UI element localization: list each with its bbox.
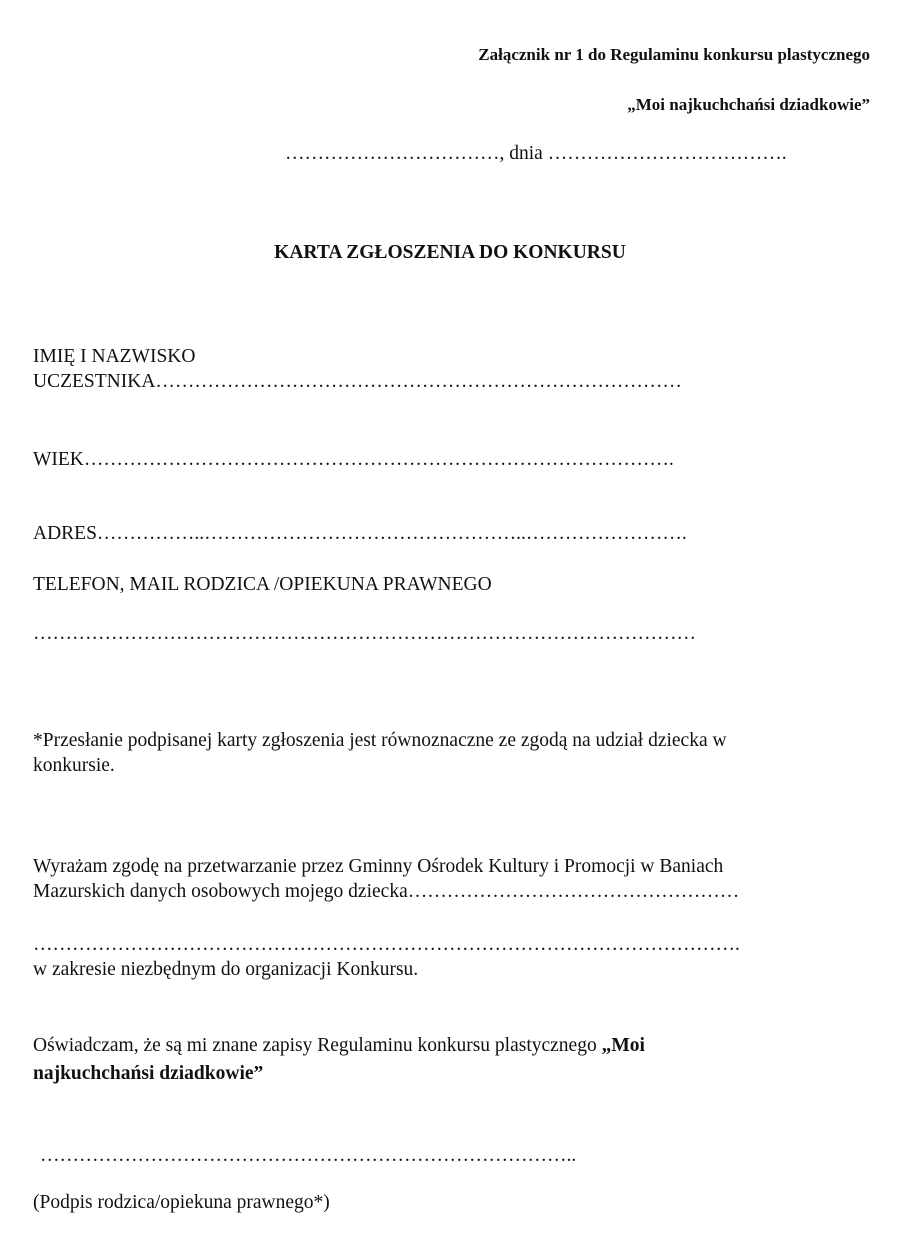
name-field-line: UCZESTNIKA……………………………………………………………………… [33, 371, 682, 392]
statement-line-2: najkuchchańsi dziadkowie” [33, 1063, 264, 1084]
statement-contest-name: „Moi [601, 1035, 645, 1056]
name-label-1: IMIĘ I NAZWISKO [33, 346, 196, 367]
notice-line-1: *Przesłanie podpisanej karty zgłoszenia jest równoznaczne ze zgodą na udział dziecka w [33, 730, 727, 751]
contact-field-line: ………………………………………………………………………………………… [33, 623, 696, 644]
consent-line-2: Mazurskich danych osobowych mojego dziecka…………………………………………… [33, 881, 740, 902]
statement-line-1 [33, 1034, 645, 1058]
notice-line-2: konkursie. [33, 755, 115, 776]
annex-line: Załącznik nr 1 do Regulaminu konkursu plastycznego [478, 45, 870, 64]
signature-dots: ……………………………………………………………………….. [40, 1145, 577, 1166]
age-field-line: WIEK………………………………………………………………………………. [33, 449, 674, 470]
consent-line-1: Wyrażam zgodę na przetwarzanie przez Gminny Ośrodek Kultury i Promocji w Baniach [33, 856, 724, 877]
signature-label: (Podpis rodzica/opiekuna prawnego*) [33, 1192, 330, 1213]
consent-line-4: w zakresie niezbędnym do organizacji Konkursu. [33, 959, 419, 980]
contact-label: TELEFON, MAIL RODZICA /OPIEKUNA PRAWNEGO [33, 574, 492, 595]
statement-plain: Oświadczam, że są mi znane zapisy Regulaminu konkursu plastycznego [33, 1035, 602, 1056]
page-title: KARTA ZGŁOSZENIA DO KONKURSU [274, 242, 626, 263]
contest-name-line: „Moi najkuchchańsi dziadkowie” [627, 95, 870, 114]
address-field-line: ADRES……………..…………………………………………..……………………. [33, 523, 687, 544]
place-date-line: ……………………………, dnia ………………………………. [285, 143, 787, 164]
consent-line-3: ………………………………………………………………………………………………. [33, 934, 740, 955]
